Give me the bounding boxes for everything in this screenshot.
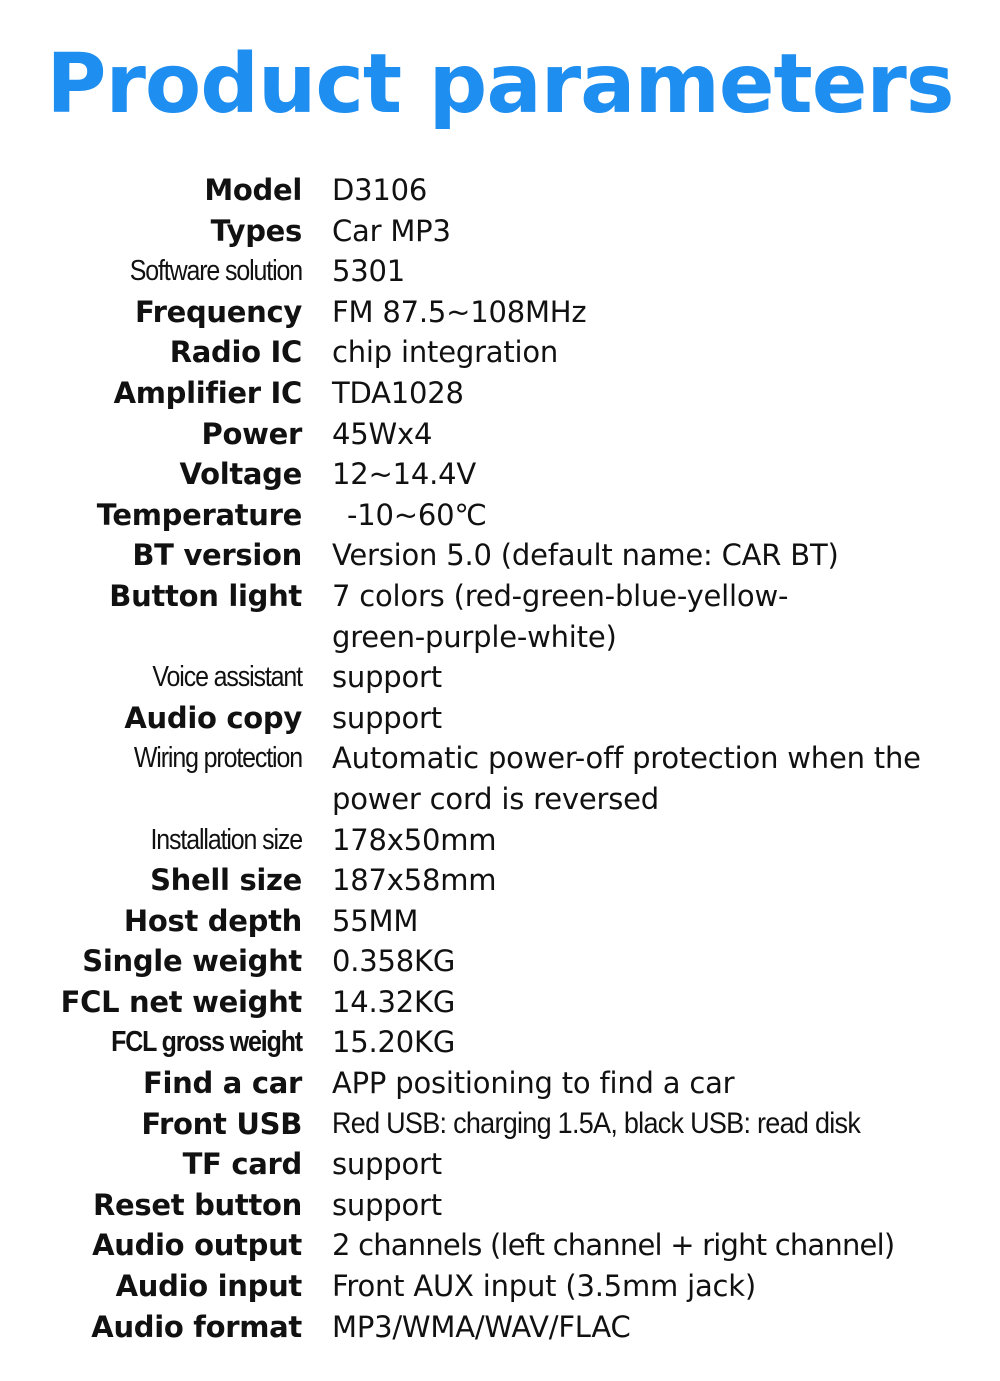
spec-label: Audio input [115, 1269, 302, 1304]
spec-value: Car MP3 [332, 213, 451, 248]
spec-value: -10~60℃ [347, 497, 487, 532]
spec-value: TDA1028 [332, 375, 464, 410]
spec-value: chip integration [332, 335, 559, 370]
spec-row-frequency [0, 292, 1000, 333]
spec-value: 14.32KG [332, 984, 456, 1019]
spec-row-model [0, 170, 1000, 211]
spec-row-front-usb [0, 1104, 1000, 1145]
spec-value: 45Wx4 [332, 416, 433, 451]
spec-label: Types [210, 213, 302, 248]
spec-value: 0.358KG [332, 944, 456, 979]
spec-row-installation-size [0, 820, 1000, 861]
spec-label: FCL net weight [60, 984, 302, 1019]
spec-row-single-weight [0, 941, 1000, 982]
spec-value: Front AUX input (3.5mm jack) [332, 1269, 756, 1304]
spec-label: Audio output [92, 1228, 302, 1263]
spec-label: Audio copy [124, 700, 302, 735]
spec-value: support [332, 660, 442, 695]
spec-value: support [332, 700, 442, 735]
spec-row-fcl-net-weight [0, 982, 1000, 1023]
spec-label: Wiring protection [133, 742, 302, 775]
spec-row-wiring-protection [0, 738, 1000, 819]
spec-label: Installation size [150, 823, 302, 856]
spec-value: 15.20KG [332, 1025, 456, 1060]
spec-row-bt-version [0, 535, 1000, 576]
spec-value: 55MM [332, 903, 419, 938]
spec-value: 12~14.4V [332, 457, 477, 492]
spec-row-shell-size [0, 860, 1000, 901]
spec-row-voice-assistant [0, 657, 1000, 698]
spec-row-audio-output [0, 1225, 1000, 1266]
spec-label: Reset button [93, 1187, 302, 1222]
spec-row-button-light [0, 576, 1000, 657]
spec-table [0, 170, 1000, 1347]
spec-row-audio-format [0, 1307, 1000, 1348]
spec-value: 187x58mm [332, 863, 497, 898]
spec-label: Software solution [129, 255, 302, 288]
spec-value: Version 5.0 (default name: CAR BT) [332, 538, 839, 573]
spec-row-power [0, 414, 1000, 455]
spec-label: Single weight [82, 944, 302, 979]
spec-row-audio-input [0, 1266, 1000, 1307]
spec-label: Voltage [179, 457, 302, 492]
spec-label: Voice assistant [152, 661, 302, 694]
spec-row-types [0, 211, 1000, 252]
spec-label: Temperature [96, 497, 302, 532]
spec-row-fcl-gross-weight [0, 1022, 1000, 1063]
spec-value: FM 87.5~108MHz [332, 294, 587, 329]
spec-value: 7 colors (red-green-blue-yellow-green-purple-white) [332, 578, 789, 654]
spec-label: Amplifier IC [113, 375, 302, 410]
spec-label: Model [204, 173, 302, 207]
spec-value: Automatic power-off protection when the power cord is reversed [332, 741, 921, 816]
spec-row-temperature [0, 495, 1000, 536]
spec-value: Red USB: charging 1.5A, black USB: read disk [332, 1106, 861, 1140]
spec-row-find-a-car [0, 1063, 1000, 1104]
spec-row-audio-copy [0, 698, 1000, 739]
spec-value: MP3/WMA/WAV/FLAC [332, 1309, 631, 1344]
spec-value: 178x50mm [332, 822, 497, 857]
spec-label: Button light [109, 578, 302, 613]
spec-row-host-depth [0, 901, 1000, 942]
spec-value: support [332, 1187, 442, 1222]
spec-row-amplifier-ic [0, 373, 1000, 414]
spec-label: FCL gross weight [111, 1026, 302, 1059]
spec-label: Find a car [143, 1066, 302, 1101]
spec-value: 5301 [332, 254, 406, 289]
spec-label: TF card [182, 1147, 302, 1182]
spec-label: Host depth [123, 903, 302, 938]
spec-label: Shell size [150, 863, 302, 898]
page-title: Product parameters [46, 37, 954, 132]
spec-label: Audio format [91, 1309, 302, 1344]
spec-row-reset-button [0, 1185, 1000, 1226]
spec-value: support [332, 1147, 442, 1182]
spec-value: D3106 [332, 173, 428, 207]
spec-label: Frequency [134, 294, 302, 329]
spec-label: Front USB [141, 1106, 302, 1141]
spec-row-tf-card [0, 1144, 1000, 1185]
spec-row-radio-ic [0, 332, 1000, 373]
spec-row-voltage [0, 454, 1000, 495]
spec-value: APP positioning to find a car [332, 1066, 735, 1101]
spec-value: 2 channels (left channel + right channel) [332, 1228, 895, 1263]
spec-label: Radio IC [169, 335, 302, 370]
spec-row-software-solution [0, 251, 1000, 292]
spec-label: Power [201, 416, 302, 451]
spec-label: BT version [132, 538, 302, 573]
